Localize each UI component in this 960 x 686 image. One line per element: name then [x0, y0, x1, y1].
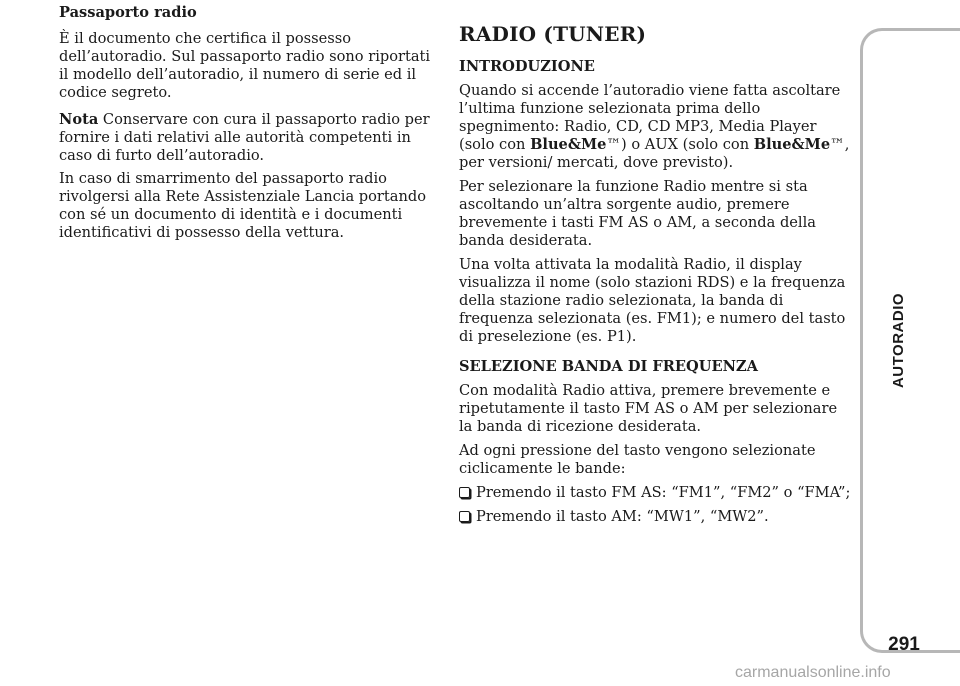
- heading-introduzione: INTRODUZIONE: [459, 58, 595, 75]
- list-item-text: Premendo il tasto AM: “MW1”, “MW2”.: [476, 508, 769, 525]
- intro-text-c: ™) o AUX (solo con: [606, 136, 754, 153]
- section-tab-title: [884, 280, 914, 400]
- paragraph-intro-2: Per selezionare la funzione Radio mentre si sta ascoltando un’altra sorgente audio, premere brevemente i tasti FM AS o AM, a seconda della banda desiderata.: [459, 178, 816, 249]
- paragraph-passaporto: È il documento che certifica il possesso dell’autoradio. Sul passaporto radio sono riportati il modello dell’autoradio, il numero di serie ed il codice segreto.: [59, 30, 431, 101]
- blueme-brand-1: Blue&Me: [530, 136, 607, 153]
- list-item-text: Premendo il tasto FM AS: “FM1”, “FM2” o “FMA”;: [476, 484, 851, 501]
- paragraph-band-1: Con modalità Radio attiva, premere brevemente e ripetutamente il tasto FM AS o AM per selezionare la banda di ricezione desiderata.: [459, 382, 838, 435]
- page-number: 291: [888, 634, 920, 655]
- section-heading-passaporto: Passaporto radio: [59, 4, 197, 21]
- paragraph-intro-1: [459, 82, 851, 172]
- heading-selezione-banda: SELEZIONE BANDA DI FREQUENZA: [459, 358, 758, 375]
- checkbox-bullet-icon: [459, 511, 470, 522]
- blueme-brand-2: Blue&Me: [753, 136, 831, 153]
- intro-text-a: Quando si accende l’autoradio viene fatta ascoltare l’ultima funzione selezionata prima dello spegnimento: Radio, CD, CD MP3, Media Player (solo con: [459, 82, 841, 153]
- list-item: [459, 484, 851, 502]
- intro-text-d: ™, per versioni/ mercati, dove previsto).: [459, 136, 850, 171]
- paragraph-band-2: Ad ogni pressione del tasto vengono selezionate ciclicamente le bande:: [459, 442, 816, 477]
- nota-label: Nota: [59, 111, 99, 128]
- checkbox-bullet-icon: [459, 487, 470, 498]
- list-item: [459, 508, 851, 526]
- right-column: [459, 22, 851, 535]
- paragraph-intro-3: Una volta attivata la modalità Radio, il display visualizza il nome (solo stazioni RDS) e la frequenza della stazione radio selezionata, la banda di frequenza selezionata (es. FM1); e numero del tasto di preselezione (es. P1).: [459, 256, 846, 345]
- paragraph-nota: [59, 111, 435, 165]
- section-title: AUTORADIO: [890, 292, 908, 388]
- watermark: carmanualsonline.info: [735, 664, 891, 681]
- page-title: RADIO (TUNER): [459, 22, 647, 46]
- nota-text: Conservare con cura il passaporto radio per fornire i dati relativi alle autorità competenti in caso di furto dell’autoradio.: [59, 111, 430, 164]
- paragraph-smarrimento: In caso di smarrimento del passaporto radio rivolgersi alla Rete Assistenziale Lancia portando con sé un documento di identità e i documenti identificativi di possesso della vettura.: [59, 170, 426, 241]
- left-column: [59, 4, 435, 251]
